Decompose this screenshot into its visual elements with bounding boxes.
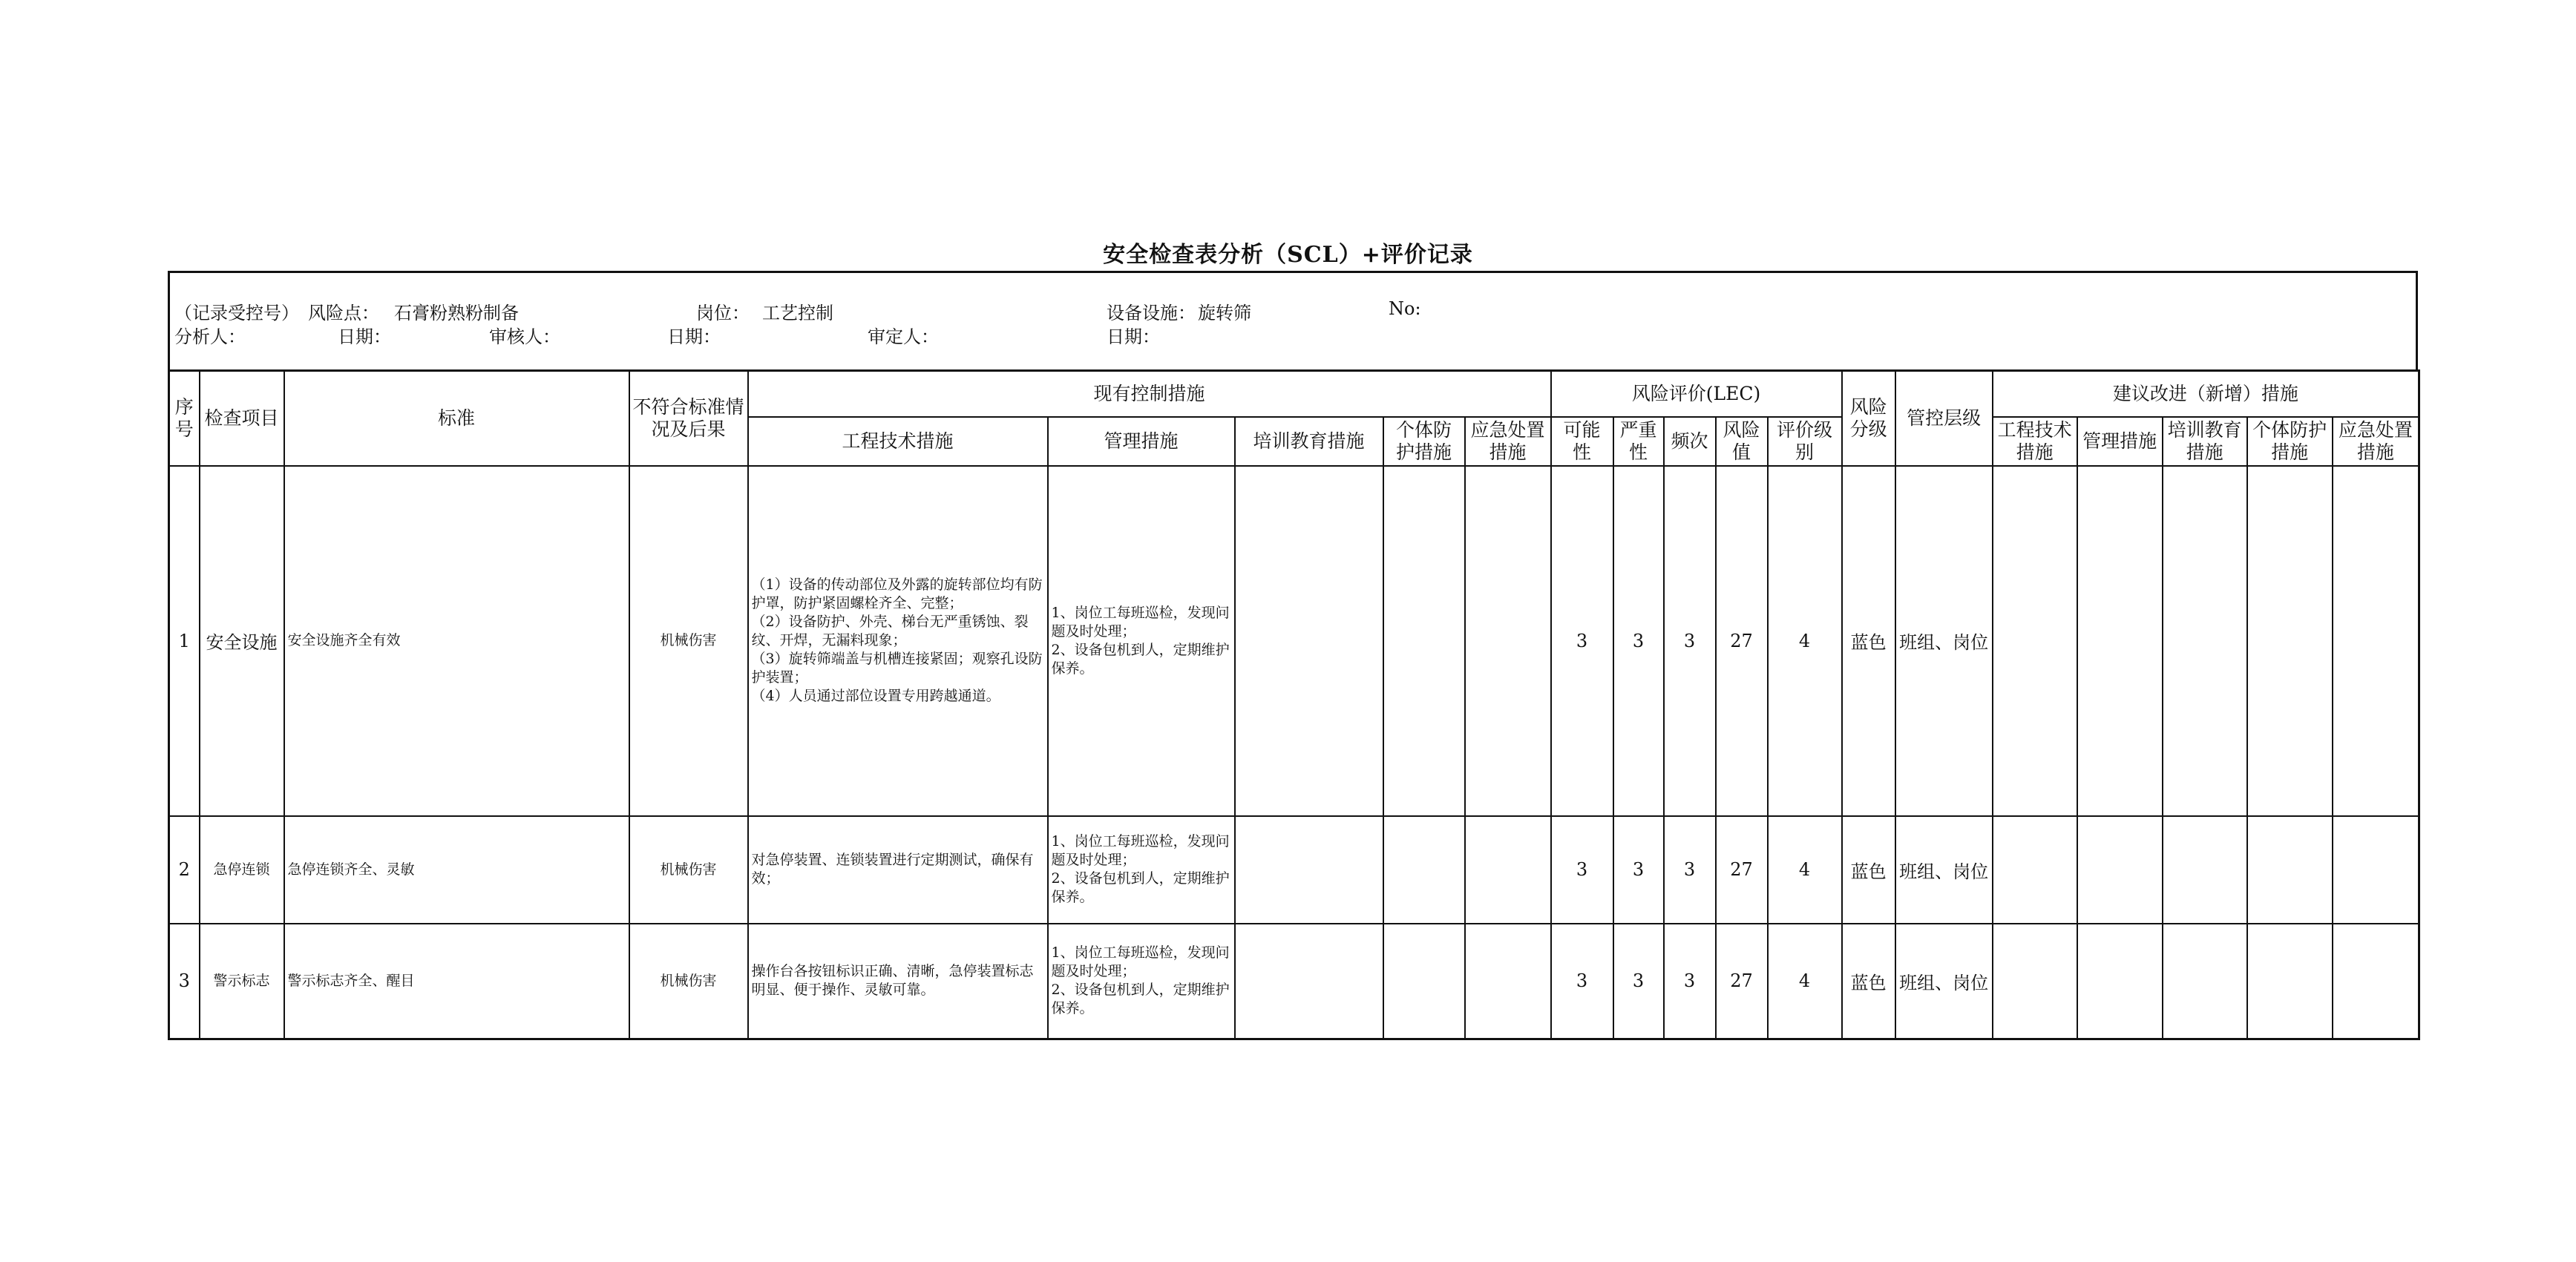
cell-mgmt: 1、岗位工每班巡检，发现问题及时处理； 2、设备包机到人，定期维护保养。 — [1048, 924, 1235, 1039]
header-emergency: 应急处置 措施 — [1465, 417, 1551, 466]
cell-s-mgmt — [2077, 924, 2163, 1039]
cell-emergency — [1465, 924, 1551, 1039]
cell-s-ppe — [2247, 466, 2333, 816]
cell-likelihood: 3 — [1551, 466, 1613, 816]
table-row — [169, 924, 2419, 1039]
cell-training — [1235, 816, 1383, 924]
risk-point-label: 风险点： — [308, 303, 379, 323]
header-check-item: 检查项目 — [200, 371, 284, 466]
cell-risk-grade: 蓝色 — [1842, 466, 1895, 816]
cell-ppe — [1383, 466, 1465, 816]
cell-control-level: 班组、岗位 — [1895, 816, 1993, 924]
cell-training — [1235, 466, 1383, 816]
cell-risk-grade: 蓝色 — [1842, 816, 1895, 924]
cell-mgmt: 1、岗位工每班巡检，发现问题及时处理； 2、设备包机到人，定期维护保养。 — [1048, 816, 1235, 924]
cell-ppe — [1383, 924, 1465, 1039]
header-control-level: 管控层级 — [1895, 371, 1993, 466]
reviewer-label: 审核人： — [489, 326, 560, 347]
header-management: 管理措施 — [1048, 417, 1235, 466]
cell-training — [1235, 924, 1383, 1039]
cell-item: 急停连锁 — [200, 816, 284, 924]
header-risk-grade: 风险 分级 — [1842, 371, 1895, 466]
risk-point-value: 石膏粉熟粉制备 — [394, 303, 519, 323]
cell-s-ppe — [2247, 924, 2333, 1039]
cell-item: 安全设施 — [200, 466, 284, 816]
cell-eng: 操作台各按钮标识正确、清晰，急停装置标志明显、便于操作、灵敏可靠。 — [748, 924, 1048, 1039]
cell-frequency: 3 — [1664, 924, 1716, 1039]
header-existing-controls: 现有控制措施 — [748, 371, 1551, 417]
cell-risk-grade: 蓝色 — [1842, 924, 1895, 1039]
table-row — [169, 466, 2419, 816]
header-nonconform: 不符合标准情 况及后果 — [629, 371, 748, 466]
cell-control-level: 班组、岗位 — [1895, 466, 1993, 816]
cell-severity: 3 — [1613, 924, 1664, 1039]
cell-likelihood: 3 — [1551, 816, 1613, 924]
cell-emergency — [1465, 816, 1551, 924]
header-seq: 序号 — [169, 371, 200, 466]
header-frequency: 频次 — [1664, 417, 1716, 466]
approver-label: 审定人： — [868, 326, 939, 347]
header-ppe: 个体防 护措施 — [1383, 417, 1465, 466]
header-s-emergency: 应急处置 措施 — [2333, 417, 2419, 466]
cell-standard: 安全设施齐全有效 — [284, 466, 629, 816]
analyst-label: 分析人： — [174, 326, 246, 347]
post-value: 工艺控制 — [762, 303, 833, 323]
cell-standard: 急停连锁齐全、灵敏 — [284, 816, 629, 924]
cell-eval-level: 4 — [1768, 816, 1842, 924]
date1-label: 日期： — [338, 326, 391, 347]
cell-severity: 3 — [1613, 816, 1664, 924]
cell-s-emergency — [2333, 924, 2419, 1039]
cell-s-ppe — [2247, 816, 2333, 924]
cell-frequency: 3 — [1664, 816, 1716, 924]
header-eval-level: 评价级 别 — [1768, 417, 1842, 466]
scl-sheet — [168, 271, 2418, 1040]
cell-item: 警示标志 — [200, 924, 284, 1039]
header-suggestions: 建议改进（新增）措施 — [1993, 371, 2419, 417]
cell-risk-value: 27 — [1716, 816, 1768, 924]
header-likelihood: 可能 性 — [1551, 417, 1613, 466]
cell-s-emergency — [2333, 466, 2419, 816]
header-s-mgmt: 管理措施 — [2077, 417, 2163, 466]
cell-severity: 3 — [1613, 466, 1664, 816]
header-eng-tech: 工程技术措施 — [748, 417, 1048, 466]
cell-seq: 2 — [169, 816, 200, 924]
header-standard: 标准 — [284, 371, 629, 466]
date3-label: 日期： — [1107, 326, 1160, 347]
cell-ppe — [1383, 816, 1465, 924]
header-risk-eval: 风险评价(LEC) — [1551, 371, 1842, 417]
scl-table — [168, 369, 2420, 1040]
cell-s-mgmt — [2077, 816, 2163, 924]
post-label: 岗位： — [696, 303, 750, 323]
cell-consequence: 机械伤害 — [629, 466, 748, 816]
cell-eval-level: 4 — [1768, 924, 1842, 1039]
header-risk-value: 风险 值 — [1716, 417, 1768, 466]
table-row — [169, 816, 2419, 924]
date2-label: 日期： — [667, 326, 721, 347]
cell-s-emergency — [2333, 816, 2419, 924]
cell-eng: （1）设备的传动部位及外露的旋转部位均有防护罩，防护紧固螺栓齐全、完整； （2）设备防护、外壳、梯台无严重锈蚀、裂纹、开焊，无漏料现象； （3）旋转筛端盖与机槽连接紧固；观察孔设防护装置； （4）人员通过部位设置专用跨越通道。 — [748, 466, 1048, 816]
cell-s-eng — [1993, 466, 2077, 816]
header-training: 培训教育措施 — [1235, 417, 1383, 466]
cell-consequence: 机械伤害 — [629, 816, 748, 924]
cell-risk-value: 27 — [1716, 466, 1768, 816]
header-s-training: 培训教育 措施 — [2163, 417, 2247, 466]
cell-eval-level: 4 — [1768, 466, 1842, 816]
cell-s-eng — [1993, 924, 2077, 1039]
cell-standard: 警示标志齐全、醒目 — [284, 924, 629, 1039]
cell-control-level: 班组、岗位 — [1895, 924, 1993, 1039]
cell-seq: 1 — [169, 466, 200, 816]
cell-eng: 对急停装置、连锁装置进行定期测试，确保有效； — [748, 816, 1048, 924]
cell-consequence: 机械伤害 — [629, 924, 748, 1039]
cell-likelihood: 3 — [1551, 924, 1613, 1039]
page-title: 安全检查表分析（SCL）+评价记录 — [1103, 242, 1473, 268]
cell-emergency — [1465, 466, 1551, 816]
cell-s-training — [2163, 466, 2247, 816]
record-no: （记录受控号） — [174, 303, 299, 323]
header-s-eng: 工程技术 措施 — [1993, 417, 2077, 466]
cell-seq: 3 — [169, 924, 200, 1039]
cell-s-eng — [1993, 816, 2077, 924]
info-block — [168, 271, 2418, 369]
cell-s-training — [2163, 924, 2247, 1039]
equipment-label: 设备设施： — [1107, 303, 1196, 323]
header-severity: 严重 性 — [1613, 417, 1664, 466]
cell-frequency: 3 — [1664, 466, 1716, 816]
equipment-value: 旋转筛 — [1198, 303, 1251, 323]
cell-s-training — [2163, 816, 2247, 924]
header-s-ppe: 个体防护 措施 — [2247, 417, 2333, 466]
no-label: No: — [1389, 298, 1421, 319]
cell-risk-value: 27 — [1716, 924, 1768, 1039]
cell-mgmt: 1、岗位工每班巡检，发现问题及时处理； 2、设备包机到人，定期维护保养。 — [1048, 466, 1235, 816]
cell-s-mgmt — [2077, 466, 2163, 816]
